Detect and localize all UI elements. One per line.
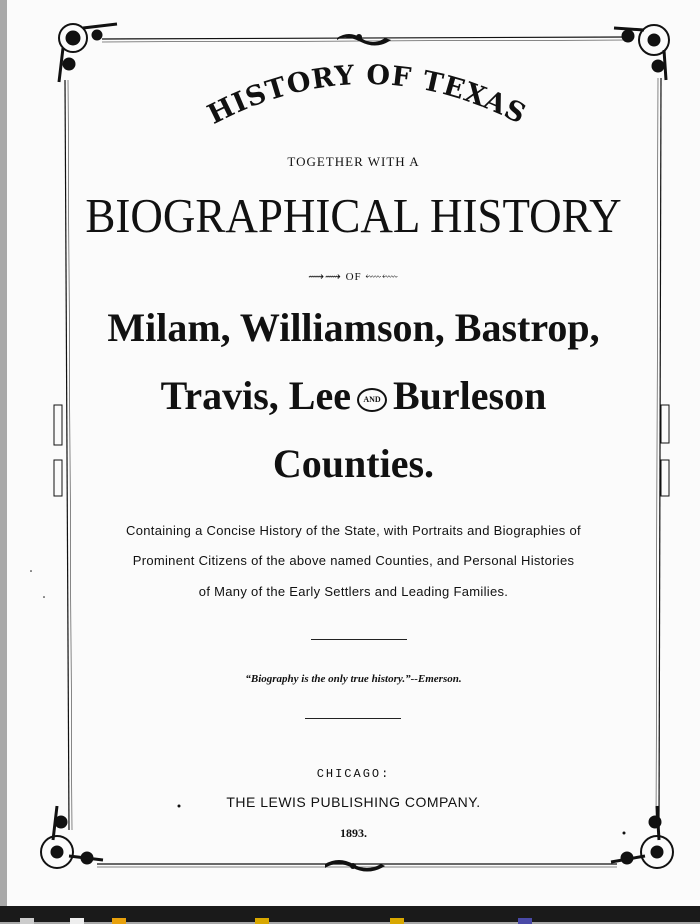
of-label: OF [345, 271, 362, 283]
year-label: 1893. [340, 826, 367, 840]
taskbar-app-icon[interactable] [518, 918, 532, 924]
description-line-3: of Many of the Early Settlers and Leading Families. [198, 584, 509, 599]
taskbar-app-icon[interactable] [255, 918, 269, 924]
city-label: CHICAGO: [316, 767, 391, 781]
title-arc: HISTORY OF TEXAS [202, 59, 532, 131]
divider-rule-bottom [305, 718, 401, 719]
flourish-left-icon: ⟿⟿ [308, 271, 342, 283]
counties-line-1: Milam, Williamson, Bastrop, [107, 305, 600, 350]
taskbar-app-icon[interactable] [390, 918, 404, 924]
biographical-history-heading: BIOGRAPHICAL HISTORY [85, 189, 622, 243]
counties-line-2a: Travis, Lee [160, 373, 351, 418]
emerson-quote: “Biography is the only true history.”--Emerson. [245, 673, 462, 685]
description-line-1: Containing a Concise History of the State, with Portraits and Biographies of [126, 523, 581, 538]
and-seal-icon: AND [357, 388, 387, 412]
taskbar-folder-icon[interactable] [112, 918, 126, 924]
counties-line-2 [7, 372, 700, 419]
divider-rule-top [311, 639, 407, 640]
title-arc-svg [7, 0, 700, 160]
flourish-right-icon: ⬳⬳ [365, 271, 399, 283]
svg-text:HISTORY OF TEXAS [203, 60, 531, 131]
counties-line-3: Counties. [272, 441, 435, 486]
of-divider [7, 270, 700, 284]
title-page [7, 0, 700, 906]
description-line-2: Prominent Citizens of the above named Counties, and Personal Histories [132, 553, 575, 568]
taskbar-app-icon[interactable] [20, 918, 34, 924]
together-with-line: TOGETHER WITH A [287, 154, 420, 169]
taskbar [0, 906, 700, 922]
publisher-label: THE LEWIS PUBLISHING COMPANY. [226, 794, 481, 810]
counties-line-2b: Burleson [392, 373, 547, 418]
taskbar-app-icon[interactable] [70, 918, 84, 924]
